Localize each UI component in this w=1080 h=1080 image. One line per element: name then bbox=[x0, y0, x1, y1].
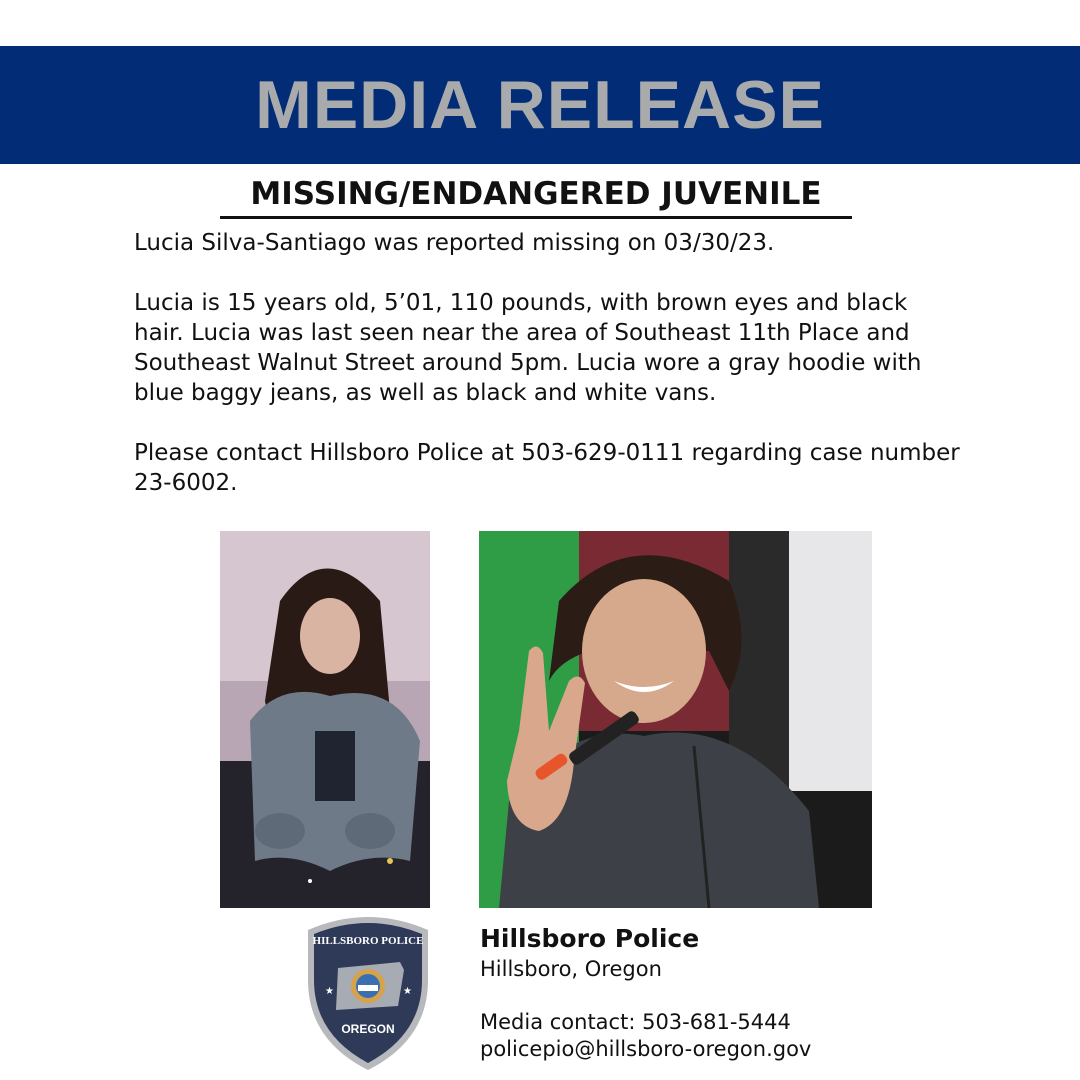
media-contact-email[interactable]: policepio@hillsboro-oregon.gov bbox=[480, 1037, 812, 1061]
photo-2-illustration bbox=[479, 531, 872, 908]
badge-bottom-text: OREGON bbox=[341, 1022, 395, 1036]
notice-paragraph-report: Lucia Silva-Santiago was reported missing on 03/30/23. bbox=[134, 230, 775, 256]
missing-person-photo-2 bbox=[479, 531, 872, 908]
org-location: Hillsboro, Oregon bbox=[480, 957, 662, 981]
missing-person-photo-1 bbox=[220, 531, 430, 908]
notice-paragraph-description: Lucia is 15 years old, 5’01, 110 pounds, with brown eyes and black hair. Lucia was last seen near the area of Southeast 11th Place and Southeast Walnut Street around 5pm. Lucia wore a gray hoodie with blue baggy jeans, as well as black and white vans. bbox=[134, 290, 922, 406]
photo-1-illustration bbox=[220, 531, 430, 908]
police-badge-icon bbox=[300, 910, 436, 1072]
svg-text:★: ★ bbox=[403, 986, 412, 997]
badge-top-text: HILLSBORO POLICE bbox=[312, 935, 424, 947]
org-name: Hillsboro Police bbox=[480, 924, 700, 953]
page-title: MEDIA RELEASE bbox=[255, 67, 825, 143]
svg-text:★: ★ bbox=[325, 986, 334, 997]
notice-body bbox=[134, 228, 964, 528]
media-contact-phone: Media contact: 503-681-5444 bbox=[480, 1010, 791, 1034]
notice-paragraph-contact: Please contact Hillsboro Police at 503-629-0111 regarding case number 23-6002. bbox=[134, 440, 960, 496]
notice-heading: MISSING/ENDANGERED JUVENILE bbox=[220, 176, 852, 219]
header-banner bbox=[0, 46, 1080, 164]
badge-emblem bbox=[300, 910, 436, 1072]
